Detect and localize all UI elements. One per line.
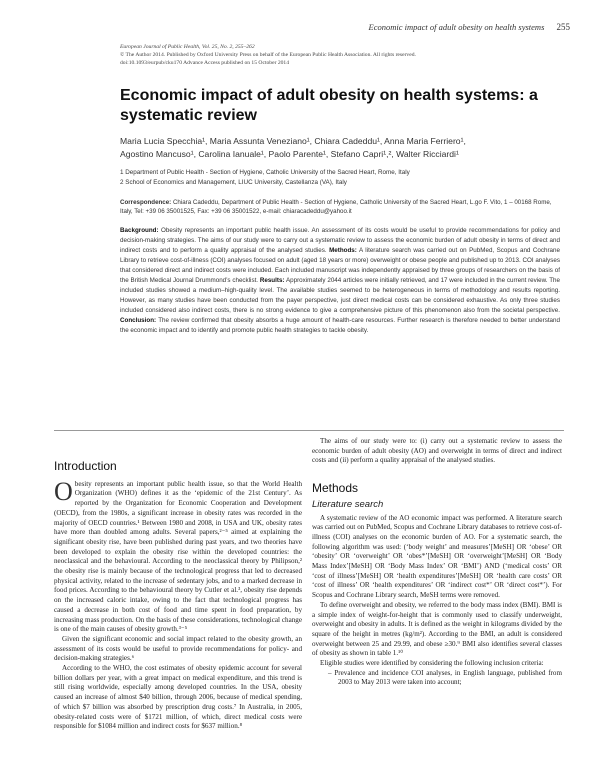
page-number: 255 — [556, 22, 570, 32]
abstract-results: Approximately 2044 articles were initially retrieved, and 17 were included in the current review. The included studies showed a medium–high-quality level. The available studies seemed to be heterogeneous in terms of methodology and results reporting. However, as many studies have been conducted from the payer perspective, just direct medical costs can be considered exhaustive. As only three studies included considered also indirect costs, there is no strong evidence to give a comprehensive picture of this phenomenon also from the societal perspective. — [120, 277, 560, 314]
copyright-line: © The Author 2014. Published by Oxford University Press on behalf of the European Public Health Association. All rights reserved. — [120, 52, 416, 58]
abstract — [120, 226, 560, 336]
section-divider — [54, 430, 564, 431]
correspondence-text: Chiara Cadeddu, Department of Public Health - Section of Hygiene, Catholic University of the Sacred Heart, L.go F. Vito, 1 – 00168 Rome, Italy, Tel: +39 06 35001525, Fax: +39 06 35001522, e-mail: chiaracadeddu@yahoo.it — [120, 199, 552, 215]
intro-paragraph-3: According to the WHO, the cost estimates of obesity epidemic account for several billion dollars per year, with a great impact on medical expenditure, and this trend is still rising worldwide, especially among developed countries. In the USA, obesity caused an increase of almost $40 billion, through 2006, because of medical spending, of which $7 billion was absorbed by prescription drug costs.⁷ In Australia, in 2005, obesity-related costs were of $1721 million, of which, direct medical costs were responsible for $1084 million and indirect costs for $637 million.⁸ — [54, 664, 302, 731]
methods-paragraph-2: To define overweight and obesity, we referred to the body mass index (BMI). BMI is a simple index of weight-for-height that is commonly used to classify underweight, overweight and obesity in adults. It is defined as the weight in kilograms divided by the square of the height in metres (kg/m²). According to the BMI, an adult is considered overweight between 25 and 29.99, and obese ≥30.⁹ BMI also identifies several classes of obesity as shown in table 1.¹⁰ — [312, 600, 562, 658]
author-line-2: Agostino Mancuso¹, Carolina Ianuale¹, Paolo Parente¹, Stefano Capri¹,², Walter Ricciardi¹ — [120, 149, 459, 159]
correspondence — [120, 198, 560, 216]
right-column — [312, 437, 562, 688]
methods-paragraph-3: Eligible studies were identified by considering the following inclusion criteria: — [320, 659, 544, 668]
correspondence-label: Correspondence: — [120, 199, 172, 206]
journal-line: European Journal of Public Health, Vol. 25, No. 2, 255–262 — [120, 44, 255, 50]
affiliation-1: 1 Department of Public Health - Section of Hygiene, Catholic University of the Sacred Heart, Rome, Italy — [120, 169, 410, 176]
intro-paragraph-2: Given the significant economic and social impact related to the obesity growth, an assessment of its costs would be useful to provide recommendations for policy- and decision-making strategies.⁶ — [54, 634, 302, 663]
affiliation-2: 2 School of Economics and Management, LIUC University, Castellanza (VA), Italy — [120, 179, 347, 186]
introduction-heading: Introduction — [54, 459, 117, 473]
abstract-methods-label: Methods: — [329, 247, 357, 254]
methods-heading: Methods — [312, 481, 359, 496]
abstract-methods: A literature search was carried out on PubMed, Scopus and Cochrane Library to retrieve cost-of-illness (COI) analyses focused on adult (aged 18 years or more) overweight or obese people and published up to 2013. COI analyses that considered direct and indirect costs were included. Each included manuscript was independently appraised by three groups of researchers on the basis of the British Medical Journal Drummond’s checklist. — [120, 247, 560, 284]
intro-paragraph-1 — [54, 476, 302, 635]
doi-line: doi:10.1093/eurpub/cku170 Advance Access published on 15 October 2014 — [120, 60, 290, 66]
drop-cap: O — [54, 476, 73, 506]
aims-paragraph: The aims of our study were to: (i) carry out a systematic review to assess the economic burden of adult obesity (AO) and overweight in terms of direct and indirect costs and (ii) perform a quality appraisal of the analysed studies. — [312, 437, 562, 465]
list-item: – Prevalence and incidence COI analyses, in English language, published from 2003 to May 2013 were taken into account; — [328, 668, 562, 687]
literature-search-subheading: Literature search — [312, 498, 384, 510]
abstract-background: Obesity represents an important public health issue. An assessment of its costs would be useful to provide recommendations for policy and decision-making strategies. The aims of our study were to carry out a systematic review to assess the economic burden of adult obesity in terms of direct and indirect costs and to perform a quality appraisal of the analysed studies. — [120, 227, 560, 254]
affiliations — [120, 168, 560, 188]
article-meta — [120, 43, 560, 67]
methods-paragraph-1: A systematic review of the AO economic impact was performed. A literature search was carried out on PubMed, Scopus and Cochrane Library databases to retrieve cost-of-illness (COI) analyses on the economic burden of AO. For a systematic search, the following algorithm was used: (‘body weight’ and measures’[MeSH] OR ‘obese’ OR ‘obesity’ OR ‘overweight’ OR ‘obes*’[MeSH] OR ‘overweight’[MeSH] OR ‘Body Mass Index’[MeSH] OR ‘Body Mass Index’ OR ‘BMI’) AND (‘medical costs’ OR ‘cost of illness’[MeSH] OR ‘health expenditures’[MeSH] OR ‘health care costs’ OR ‘cost of illness’ OR ‘health expenditures’ OR ‘indirect cost*’ OR ‘direct cost*’). For Scopus and Cochrane Library search, MeSH terms were removed. — [312, 513, 562, 600]
inclusion-criteria-list — [312, 669, 562, 688]
abstract-conclusion: The review confirmed that obesity absorbs a huge amount of health-care resources. Further research is therefore needed to better understand the economic impact and to identify and promote public health strategies to tackle obesity. — [120, 317, 560, 334]
running-title: Economic impact of adult obesity on health systems — [368, 22, 545, 32]
author-list — [120, 135, 560, 161]
abstract-background-label: Background: — [120, 227, 159, 234]
running-header — [0, 22, 570, 32]
abstract-conclusion-label: Conclusion: — [120, 317, 157, 324]
left-column — [54, 459, 302, 732]
intro-paragraph-1-text: besity represents an important public health issue, so that the World Health Organization (WHO) defines it as the ‘epidemic of the 21st Century’. As reported by the Organization for Economic Cooperation and Development (OECD), from the 1980s, a significant increase in obesity rates was recorded in the majority of OECD countries.¹ Between 1980 and 2008, in USA and UK, obesity rates have more than doubled among adults. Several papers,²⁻⁵ aimed at explaining the significant obesity rise, have been published during past years, and two theories have been developed to explain the obesity rise within the developed countries: the neoclassical and the behavioural. According to the neoclassical theory by Philipson,² the obesity rise is mainly because of the technological progress that led to decreased physical activity, related to the increase of sedentary jobs, and to a marked decrease in food prices. According to the behavioural theory by Cutler et al.³, obesity rise depends on the increased caloric intake, owing to the fact that technological progress has caused a decrease in both cost of food and time spent in food preparation, by increasing mass production. On the basis of these considerations, technological change is one of the main causes of obesity growth.³⁻⁵ — [54, 479, 302, 634]
author-line-1: Maria Lucia Specchia¹, Maria Assunta Veneziano¹, Chiara Cadeddu¹, Anna Maria Ferriero¹, — [120, 136, 466, 146]
abstract-results-label: Results: — [259, 277, 285, 284]
article-title: Economic impact of adult obesity on health systems: a systematic review — [120, 87, 538, 124]
